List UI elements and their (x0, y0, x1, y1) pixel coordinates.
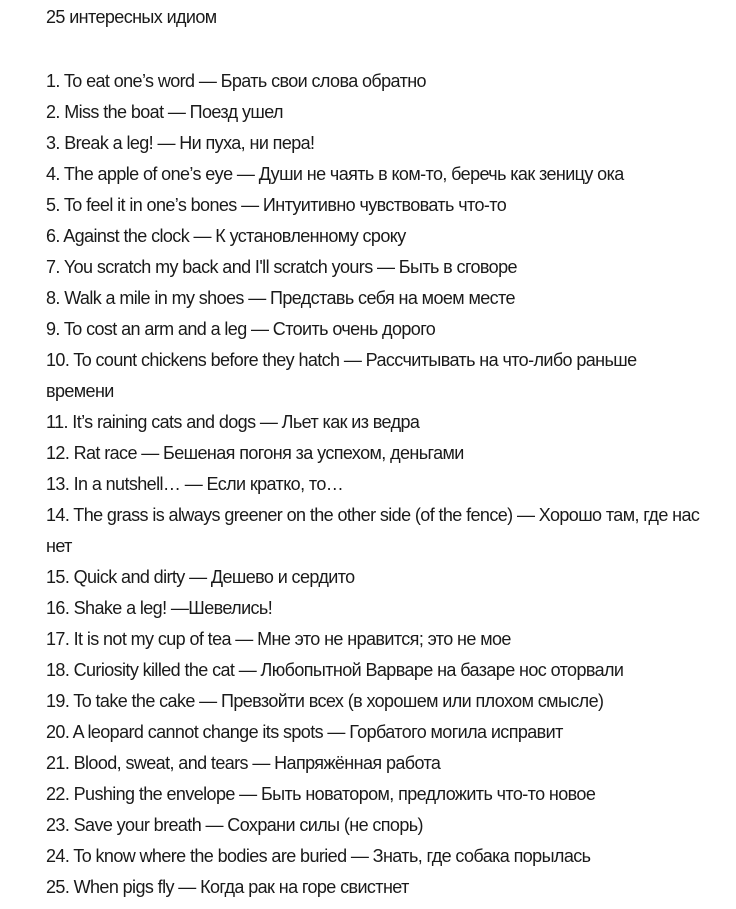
list-item: 2. Miss the boat — Поезд ушел (46, 102, 283, 122)
list-item: 19. To take the cake — Превзойти всех (в хорошем или плохом смысле) (46, 691, 604, 711)
list-item: 23. Save your breath — Сохрани силы (не спорь) (46, 815, 423, 835)
page-title: 25 интересных идиом (46, 7, 217, 27)
list-item: 10. To count chickens before they hatch — Рассчитывать на что-либо раньше времени (46, 350, 637, 401)
list-item: 16. Shake a leg! —Шевелись! (46, 598, 273, 618)
list-item: 9. To cost an arm and a leg — Стоить очень дорого (46, 319, 436, 339)
list-item: 5. To feel it in one’s bones — Интуитивно чувствовать что-то (46, 195, 507, 215)
list-item: 22. Pushing the envelope — Быть новатором, предложить что-то новое (46, 784, 596, 804)
list-item: 3. Break a leg! — Ни пуха, ни пера! (46, 133, 315, 153)
list-item: 11. It’s raining cats and dogs — Льет как из ведра (46, 412, 420, 432)
list-item: 12. Rat race — Бешеная погоня за успехом, деньгами (46, 443, 464, 463)
list-item: 6. Against the clock — К установленному сроку (46, 226, 406, 246)
list-item: 24. To know where the bodies are buried — Знать, где собака порылась (46, 846, 591, 866)
list-item: 7. You scratch my back and I'll scratch yours — Быть в сговоре (46, 257, 517, 277)
list-item: 13. In a nutshell… — Если кратко, то… (46, 474, 344, 494)
list-item: 18. Curiosity killed the cat — Любопытной Варваре на базаре нос оторвали (46, 660, 624, 680)
list-item: 14. The grass is always greener on the other side (of the fence) — Хорошо там, где нас нет (46, 505, 700, 556)
list-item: 20. A leopard cannot change its spots — Горбатого могила исправит (46, 722, 563, 742)
list-item: 15. Quick and dirty — Дешево и сердито (46, 567, 355, 587)
list-item: 1. To eat one’s word — Брать свои слова обратно (46, 71, 426, 91)
list-item: 21. Blood, sweat, and tears — Напряжённая работа (46, 753, 441, 773)
list-item: 4. The apple of one’s eye — Души не чаять в ком-то, беречь как зеницу ока (46, 164, 624, 184)
list-item: 17. It is not my cup of tea — Мне это не нравится; это не мое (46, 629, 511, 649)
list-item: 25. When pigs fly — Когда рак на горе свистнет (46, 877, 409, 897)
list-item: 8. Walk a mile in my shoes — Представь себя на моем месте (46, 288, 515, 308)
idiom-list (46, 66, 706, 903)
